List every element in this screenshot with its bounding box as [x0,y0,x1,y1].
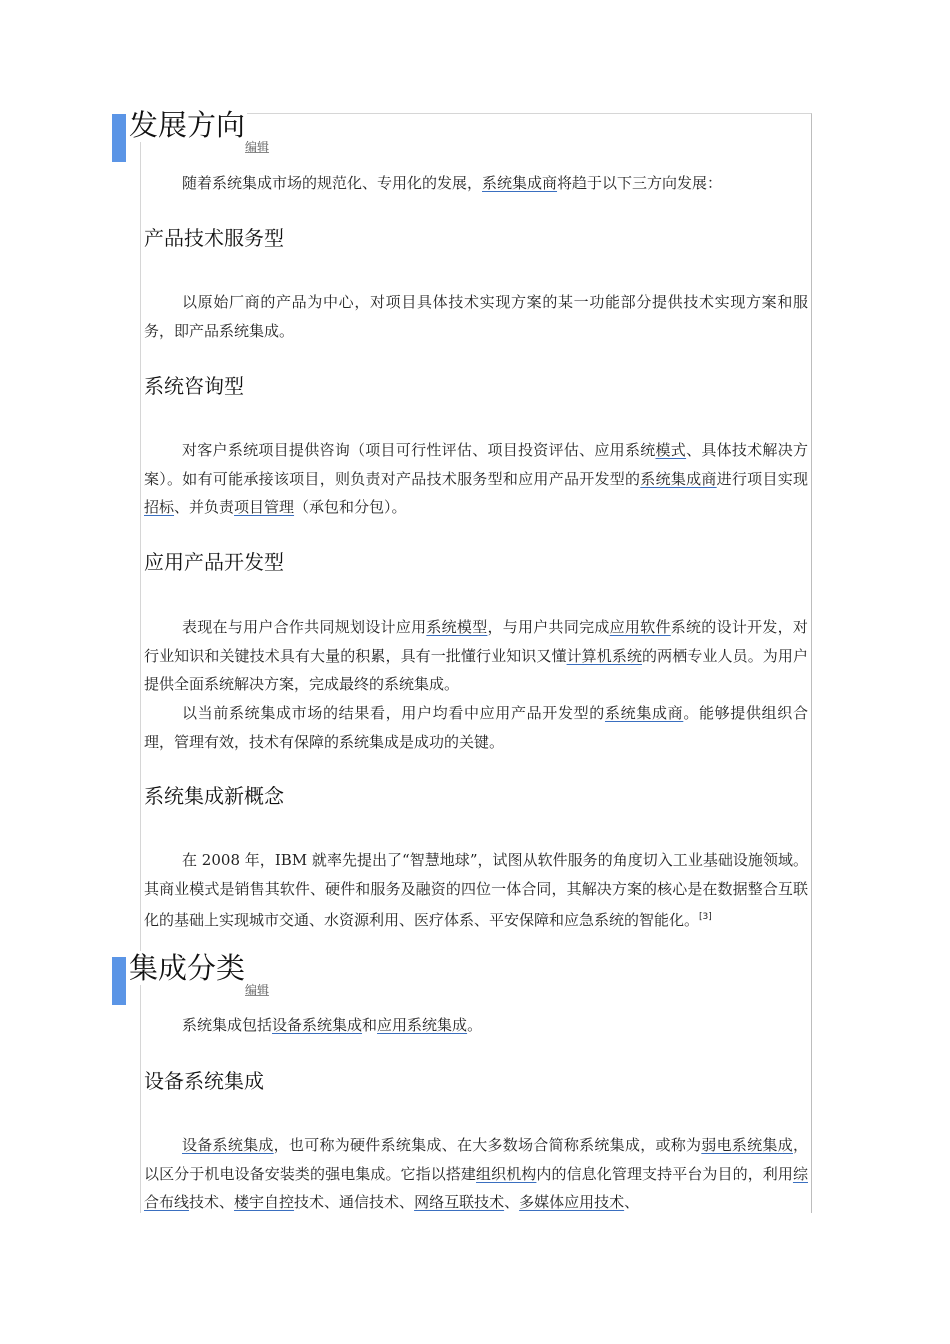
subheading-app-dev: 应用产品开发型 [144,550,284,574]
text: 技术、 [189,1193,235,1212]
reference-marker[interactable]: [3] [699,912,712,923]
page-bottom-margin [0,1213,950,1344]
subheading-consulting: 系统咨询型 [144,374,244,398]
link-mode[interactable]: 模式 [655,441,687,459]
text: 。 [467,1016,483,1034]
subheading-product-service: 产品技术服务型 [144,226,284,250]
subheading-new-concept: 系统集成新概念 [144,784,284,808]
text: ，以区分于机电设备安装类的强电集成。它指以搭建 [144,1136,808,1183]
text: 将趋于以下三方向发展： [557,174,723,192]
link-system-integrator[interactable]: 系统集成商 [640,469,717,488]
section-title: 发展方向 [129,108,246,142]
text: 内的信息化管理支持平台为目的，利用 [536,1164,793,1183]
paragraph-new-concept [144,846,808,935]
section-accent-bar [112,957,126,1005]
link-weak-current-integration[interactable]: 弱电系统集成 [701,1136,793,1154]
link-network-interconnect[interactable]: 网络互联技术 [414,1193,505,1212]
text: 在 2008 年，IBM 就率先提出了“智慧地球”，试图从软件服务的角度切入工业基础设施领域。其商业模式是销售其软件、硬件和服务及融资的四位一体合同，其解决方案的核心是在数据整合互联化的基础上实现城市交通、水资源利用、医疗体系、平安保障和应急系统的智能化。 [144,851,808,930]
section-header-classification [112,951,412,1007]
link-application-integration[interactable]: 应用系统集成 [377,1016,468,1034]
paragraph-device-integration [144,1131,808,1217]
text: 的两栖专业人员。为用户提供全面系统解决方案，完成最终的系统集成。 [144,646,808,694]
section-title: 集成分类 [129,951,246,985]
text: 、 [624,1193,640,1212]
link-computer-system[interactable]: 计算机系统 [566,646,643,665]
text: 系统集成包括 [182,1016,273,1034]
text: 、 [504,1193,520,1212]
link-system-integrator[interactable]: 系统集成商 [482,174,558,192]
text: 。能够提供组织合理，管理有效，技术有保障的系统集成是成功的关键。 [144,704,808,751]
paragraph-app-dev-2 [144,699,808,756]
section-header-development [112,108,412,164]
link-application-software[interactable]: 应用软件 [609,618,671,636]
text: 系统的设计开发，对行业知识和关键技术具有大量的积累，具有一批懂行业知识又懂 [144,618,808,665]
text: 、并负责 [174,498,235,517]
link-multimedia[interactable]: 多媒体应用技术 [519,1193,625,1212]
text: ，与用户共同完成 [487,618,610,636]
link-project-management[interactable]: 项目管理 [234,498,295,517]
link-device-integration[interactable]: 设备系统集成 [272,1016,363,1034]
text: 和 [362,1016,378,1034]
text: （承包和分包）。 [294,498,407,517]
text: 表现在与用户合作共同规划设计应用 [182,618,427,636]
paragraph-intro [144,169,808,198]
link-organization[interactable]: 组织机构 [476,1164,537,1183]
link-building-automation[interactable]: 楼宇自控 [234,1193,295,1212]
text: 以当前系统集成市场的结果看，用户均看中应用产品开发型的 [182,704,605,722]
text: ，也可称为硬件系统集成、在大多数场合简称系统集成，或称为 [273,1136,702,1154]
link-system-integrator[interactable]: 系统集成商 [604,704,684,722]
section-accent-bar [112,114,126,162]
paragraph-classification-intro [144,1011,808,1040]
text: 随着系统集成市场的规范化、专用化的发展， [182,174,483,192]
paragraph-app-dev [144,613,808,699]
edit-link[interactable]: 编辑 [245,983,270,997]
text: 进行项目实现 [716,469,808,488]
edit-link[interactable]: 编辑 [245,140,270,154]
text: 对客户系统项目提供咨询（项目可行性评估、项目投资评估、应用系统 [182,441,656,459]
link-system-model[interactable]: 系统模型 [426,618,488,636]
subheading-device-integration: 设备系统集成 [144,1069,264,1093]
text: 、具体技术解决方案）。如有可能承接该项目，则负责对产品技术服务型和应用产品开发型的 [144,441,808,488]
text: 技术、通信技术、 [294,1193,415,1212]
paragraph-consulting [144,436,808,522]
paragraph-product-service: 以原始厂商的产品为中心，对项目具体技术实现方案的某一功能部分提供技术实现方案和服务，即产品系统集成。 [144,293,808,340]
link-cabling[interactable]: 综合布线 [144,1164,808,1212]
link-bidding[interactable]: 招标 [144,498,175,517]
link-device-integration[interactable]: 设备系统集成 [182,1136,274,1154]
